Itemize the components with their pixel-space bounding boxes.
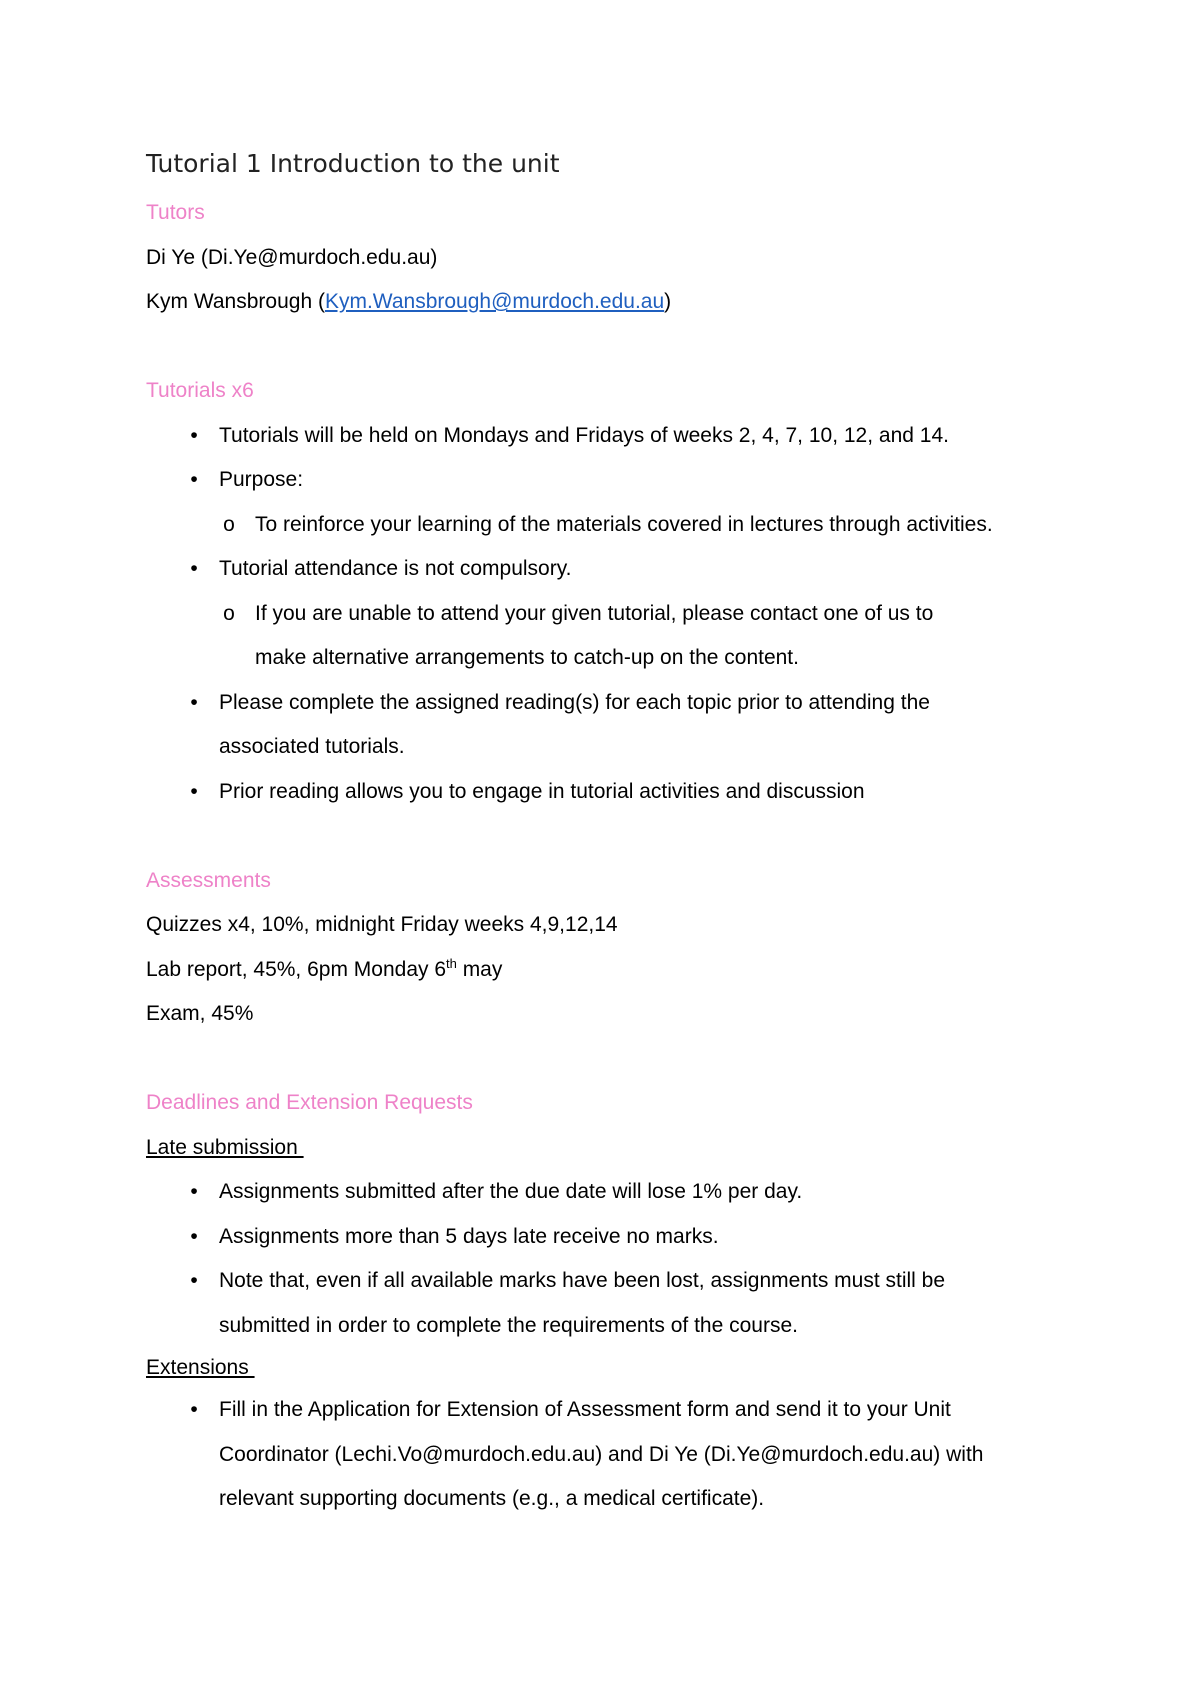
document-title: Tutorial 1 Introduction to the unit [146,149,560,178]
sub-list-item-text: To reinforce your learning of the materials covered in lectures through activities. [255,512,993,536]
kym-email-link[interactable]: Kym.Wansbrough@murdoch.edu.au [324,290,665,313]
list-item [146,414,1076,459]
bullet-marker: • [190,1269,198,1292]
bullet-marker: • [190,779,198,803]
list-item [146,1388,1076,1522]
sub-bullet-marker: o [223,601,235,625]
bullet-marker: • [190,423,198,447]
tutorials-heading: Tutorials x6 [146,379,254,402]
list-item [146,1259,1076,1348]
tutorials-list [146,414,1076,815]
list-item-text: Assignments more than 5 days late receive no marks. [219,1224,719,1248]
assessments-heading: Assessments [146,868,271,892]
lab-report-month: may [456,957,503,981]
tutors-heading: Tutors [146,201,205,224]
tutor-di-ye: Di Ye (Di.Ye@murdoch.edu.au) [146,245,438,269]
sub-list-item-text: If you are unable to attend your given tutorial, please contact one of us to make alternative arrangements to catch-up on the content. [255,601,934,669]
bullet-marker: • [190,557,198,580]
lab-report-text: Lab report, 45%, 6pm Monday 6 [146,957,447,981]
list-item-text: Tutorial attendance is not compulsory. [219,557,572,580]
list-item-text: Please complete the assigned reading(s) for each topic prior to attending the associated tutorials. [219,690,930,758]
extensions-heading: Extensions [146,1356,255,1379]
list-item [146,1215,1076,1260]
lab-report-ordinal: th [446,955,457,971]
assessment-quizzes: Quizzes x4, 10%, midnight Friday weeks 4,9,12,14 [146,913,618,936]
list-item [146,1170,1076,1215]
bullet-marker: • [190,468,198,491]
sub-list-item [146,592,1076,681]
bullet-marker: • [190,1398,198,1421]
assessment-lab-report [146,948,1076,993]
list-item-text: Purpose: [219,468,304,491]
extensions-list [146,1388,1076,1522]
list-item-text: Prior reading allows you to engage in tutorial activities and discussion [219,779,865,803]
spacer [146,814,1076,859]
tutor-kym-wansbrough [146,280,1076,325]
tutor-kym-suffix: ) [664,290,672,313]
bullet-marker: • [190,690,198,714]
bullet-marker: • [190,1224,198,1248]
deadlines-heading: Deadlines and Extension Requests [146,1091,473,1114]
list-item-text: Note that, even if all available marks have been lost, assignments must still be submitted in order to complete the requirements of the course. [219,1269,946,1337]
list-item [146,458,1076,503]
tutor-kym-prefix: Kym Wansbrough ( [146,290,325,313]
sub-list-item [146,503,1076,548]
spacer [146,325,1076,370]
document-page [146,146,1076,1522]
list-item-text: Assignments submitted after the due date will lose 1% per day. [219,1180,803,1203]
sub-bullet-marker: o [223,512,235,536]
list-item-text: Fill in the Application for Extension of Assessment form and send it to your Unit Coordinator (Lechi.Vo@murdoch.edu.au) and Di Ye (Di.Ye@murdoch.edu.au) with relevant supporting documents (e.g., a medical certificate). [219,1398,984,1510]
assessment-exam: Exam, 45% [146,1002,254,1025]
list-item-text: Tutorials will be held on Mondays and Fridays of weeks 2, 4, 7, 10, 12, and 14. [219,423,949,447]
list-item [146,681,1076,770]
spacer [146,1037,1076,1082]
late-submission-list [146,1170,1076,1348]
list-item [146,770,1076,815]
list-item [146,547,1076,592]
bullet-marker: • [190,1180,198,1203]
late-submission-heading: Late submission [146,1135,304,1159]
